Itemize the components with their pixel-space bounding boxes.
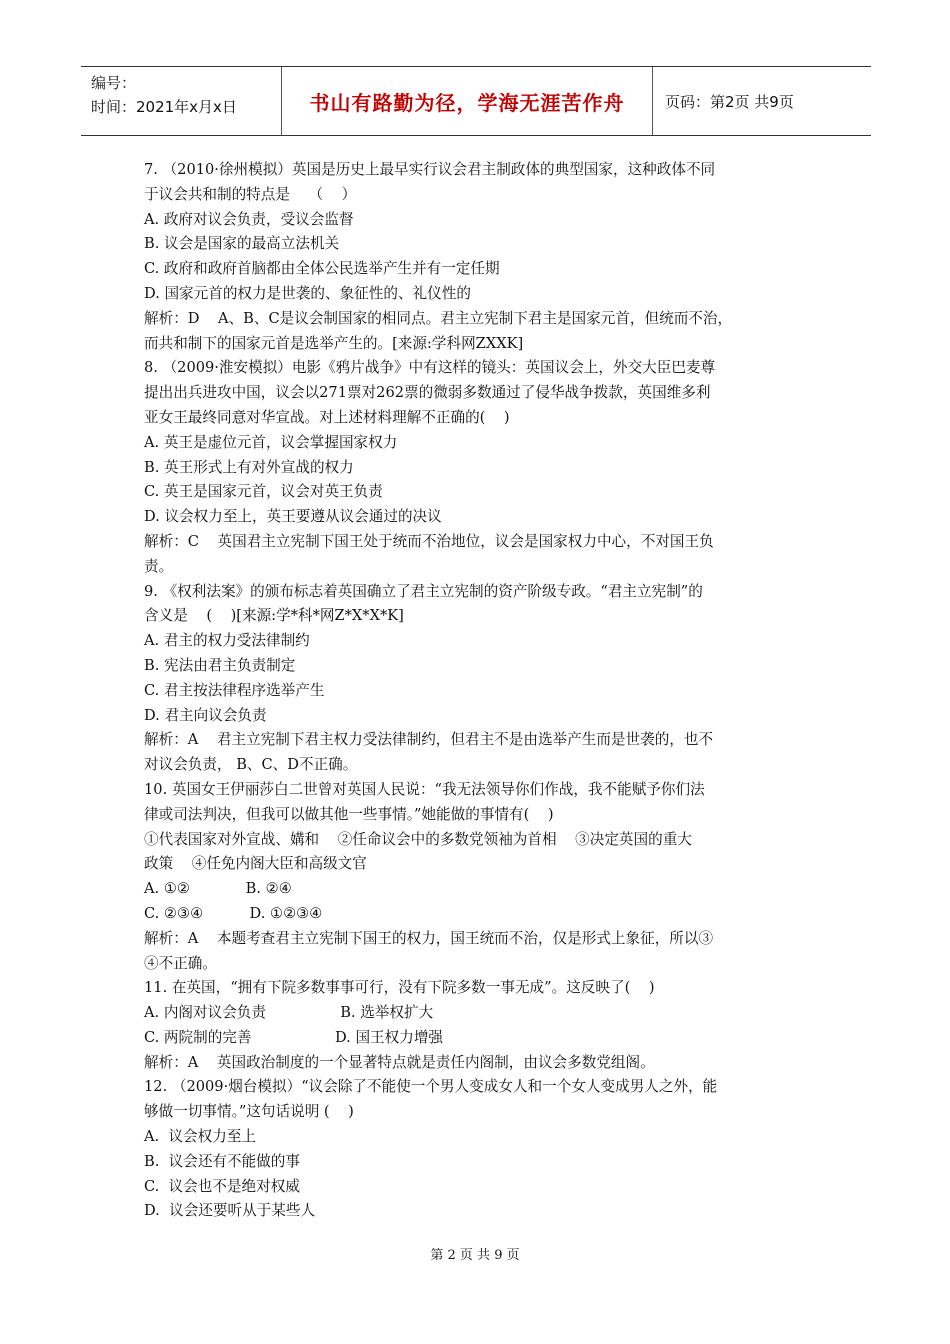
document-body [144, 158, 812, 1224]
text-line: 10. 英国女王伊丽莎白二世曾对英国人民说：“我无法领导你们作战，我不能赋予你们法 [144, 780, 705, 798]
text-line: 而共和制下的国家元首是选举产生的。[来源:学科网ZXXK] [144, 334, 524, 352]
text-line: A. 君主的权力受法律制约 [144, 632, 310, 650]
text-line: A. 内阁对议会负责 B. 选举权扩大 [144, 1004, 434, 1022]
text-line: 对议会负责， B、C、D不正确。 [144, 756, 358, 774]
text-line: 9. 《权利法案》的颁布标志着英国确立了君主立宪制的资产阶级专政。“君主立宪制”的 [144, 582, 703, 600]
text-line: D. 国家元首的权力是世袭的、象征性的、礼仪性的 [144, 284, 471, 302]
header-meta [81, 67, 282, 135]
text-line: 解析：A 本题考查君主立宪制下国王的权力，国王统而不治，仅是形式上象征，所以③ [144, 929, 714, 947]
text-line: B. 议会是国家的最高立法机关 [144, 235, 340, 253]
text-line: ④不正确。 [144, 954, 217, 972]
text-line: C. 议会也不是绝对权威 [144, 1177, 300, 1195]
text-line: A. 英王是虚位元首，议会掌握国家权力 [144, 433, 398, 451]
text-line: 解析：D A、B、C是议会制国家的相同点。君主立宪制下君主是国家元首，但统而不治， [144, 309, 733, 327]
doc-date: 时间：2021年x月x日 [91, 98, 237, 116]
text-line: 政策 ④任免内阁大臣和高级文官 [144, 855, 367, 873]
header-motto: 书山有路勤为径，学海无涯苦作舟 [282, 67, 653, 135]
page-header [81, 66, 871, 136]
text-line: 11. 在英国，“拥有下院多数事事可行，没有下院多数一事无成”。这反映了( ) [144, 979, 655, 997]
text-line: 解析：A 君主立宪制下君主权力受法律制约，但君主不是由选举产生而是世袭的，也不 [144, 731, 714, 749]
text-line: B. 议会还有不能做的事 [144, 1152, 300, 1170]
text-line: 12. （2009·烟台模拟）“议会除了不能使一个男人变成女人和一个女人变成男人之外，能 [144, 1078, 718, 1096]
text-line: D. 君主向议会负责 [144, 706, 267, 724]
text-line: A. 政府对议会负责，受议会监督 [144, 210, 354, 228]
text-line: 责。 [144, 557, 174, 575]
text-line: 亚女王最终同意对华宣战。对上述材料理解不正确的( ) [144, 408, 510, 426]
text-line: C. 英王是国家元首，议会对英王负责 [144, 483, 383, 501]
text-line: 律或司法判决，但我可以做其他一些事情。”她能做的事情有( ) [144, 805, 554, 823]
text-line: 够做一切事情。”这句话说明 ( ) [144, 1103, 354, 1121]
text-line: 8. （2009·淮安模拟）电影《鸦片战争》中有这样的镜头：英国议会上，外交大臣巴麦尊 [144, 359, 716, 377]
text-line: C. 两院制的完善 D. 国王权力增强 [144, 1028, 444, 1046]
text-line: C. 君主按法律程序选举产生 [144, 681, 325, 699]
text-line: 于议会共和制的特点是 （ ） [144, 185, 357, 203]
text-line: 含义是 ( )[来源:学*科*网Z*X*X*K] [144, 607, 404, 625]
text-line: 解析：C 英国君主立宪制下国王处于统而不治地位，议会是国家权力中心，不对国王负 [144, 532, 714, 550]
text-line: 7. （2010·徐州模拟）英国是历史上最早实行议会君主制政体的典型国家，这种政体不同 [144, 161, 716, 178]
text-line: A. 议会权力至上 [144, 1128, 257, 1146]
text-line: 解析：A 英国政治制度的一个显著特点就是责任内阁制，由议会多数党组阁。 [144, 1053, 655, 1071]
text-line: C. 政府和政府首脑都由全体公民选举产生并有一定任期 [144, 260, 500, 278]
text-line: D. 议会权力至上，英王要遵从议会通过的决议 [144, 508, 442, 526]
text-line: B. 英王形式上有对外宣战的权力 [144, 458, 354, 476]
doc-number-label: 编号： [91, 74, 137, 92]
page-footer: 第 2 页 共 9 页 [430, 1248, 520, 1263]
text-line: D. 议会还要听从于某些人 [144, 1202, 316, 1220]
text-line: B. 宪法由君主负责制定 [144, 656, 296, 674]
text-line: A. ①② B. ②④ [144, 880, 292, 898]
text-line: ①代表国家对外宣战、媾和 ②任命议会中的多数党领袖为首相 ③决定英国的重大 [144, 830, 692, 848]
header-page-info: 页码：第2页 共9页 [665, 92, 794, 111]
text-line: 提出出兵进攻中国，议会以271票对262票的微弱多数通过了侵华战争拨款，英国维多利 [144, 384, 711, 402]
text-line: C. ②③④ D. ①②③④ [144, 904, 323, 922]
